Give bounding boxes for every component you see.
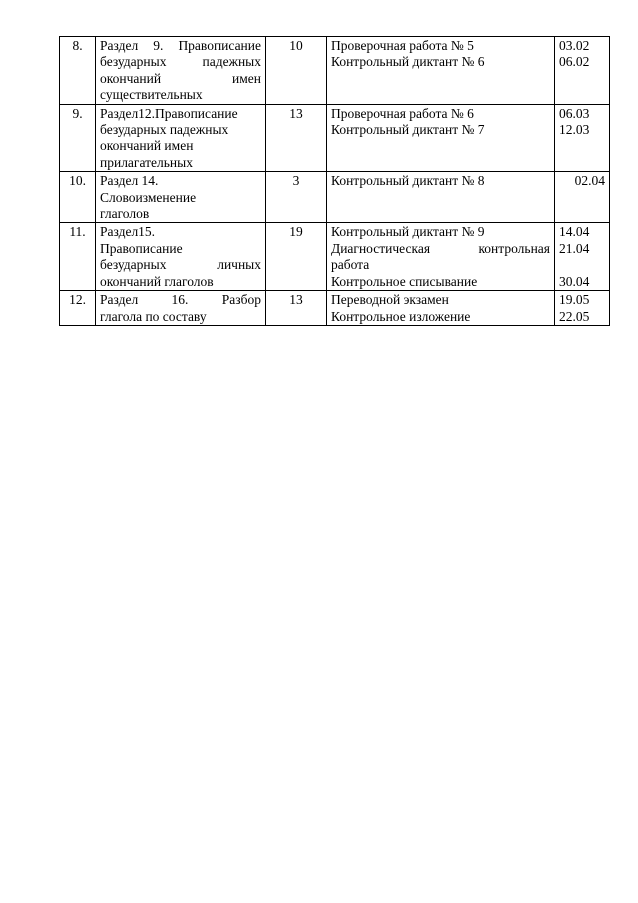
- date-item: 12.03: [559, 122, 590, 138]
- date-item: 14.04: [559, 224, 590, 240]
- work-item: Контрольный диктант № 7: [331, 122, 485, 138]
- topic-line: глагола по составу: [100, 308, 207, 324]
- date-item: 03.02: [559, 38, 590, 53]
- date-item: 02.04: [574, 173, 605, 189]
- topic-line: Раздел12.Правописание: [100, 105, 238, 121]
- work-dates: [555, 291, 610, 326]
- topic-line: существительных: [100, 87, 203, 103]
- hours-count: 13: [266, 104, 327, 172]
- date-item: 30.04: [559, 273, 590, 289]
- section-topic: [96, 223, 266, 291]
- work-item: Контрольное изложение: [331, 308, 471, 324]
- work-item: Контрольный диктант № 6: [331, 54, 485, 70]
- row-number: 9.: [60, 104, 96, 172]
- control-works: [327, 37, 555, 105]
- topic-line: Раздел 16. Разбор: [100, 292, 261, 308]
- topic-line: Раздел 9. Правописание: [100, 38, 261, 53]
- date-item: 06.03: [559, 105, 590, 121]
- date-item: 19.05: [559, 292, 590, 308]
- table-row: [60, 291, 610, 326]
- section-topic: [96, 172, 266, 223]
- lesson-plan-table: [59, 36, 610, 326]
- topic-line: безударных личных: [100, 257, 261, 273]
- work-item: Переводной экзамен: [331, 292, 449, 308]
- date-item: 06.02: [559, 54, 590, 70]
- row-number: 11.: [60, 223, 96, 291]
- hours-count: 13: [266, 291, 327, 326]
- topic-line: окончаний имен: [100, 138, 194, 154]
- work-item: Проверочная работа № 6: [331, 105, 474, 121]
- control-works: [327, 291, 555, 326]
- work-item: Диагностическая контрольная: [331, 240, 550, 256]
- table-row: [60, 172, 610, 223]
- work-item: Контрольный диктант № 9: [331, 224, 485, 240]
- topic-line: Правописание: [100, 240, 183, 256]
- topic-line: Словоизменение: [100, 189, 197, 205]
- topic-line: окончаний глаголов: [100, 273, 214, 289]
- date-item: 22.05: [559, 308, 590, 324]
- hours-count: 10: [266, 37, 327, 105]
- table-row: [60, 37, 610, 105]
- work-item: Контрольный диктант № 8: [331, 173, 485, 189]
- work-item: работа: [331, 257, 370, 273]
- work-dates: [555, 104, 610, 172]
- table-row: [60, 223, 610, 291]
- row-number: 8.: [60, 37, 96, 105]
- topic-line: безударных падежных: [100, 54, 261, 70]
- topic-line: Раздел 14.: [100, 173, 159, 189]
- topic-line: глаголов: [100, 206, 150, 222]
- work-dates: [555, 37, 610, 105]
- hours-count: 3: [266, 172, 327, 223]
- topic-line: безударных падежных: [100, 122, 229, 138]
- control-works: [327, 104, 555, 172]
- topic-line: Раздел15.: [100, 224, 156, 240]
- section-topic: [96, 37, 266, 105]
- work-dates: [555, 172, 610, 223]
- topic-line: окончаний имен: [100, 70, 261, 86]
- section-topic: [96, 104, 266, 172]
- control-works: [327, 223, 555, 291]
- work-item: Контрольное списывание: [331, 273, 478, 289]
- table-row: [60, 104, 610, 172]
- work-dates: [555, 223, 610, 291]
- row-number: 12.: [60, 291, 96, 326]
- work-item: Проверочная работа № 5: [331, 38, 474, 53]
- date-item: 21.04: [559, 240, 590, 256]
- row-number: 10.: [60, 172, 96, 223]
- topic-line: прилагательных: [100, 154, 193, 170]
- hours-count: 19: [266, 223, 327, 291]
- date-gap: [559, 257, 605, 273]
- section-topic: [96, 291, 266, 326]
- control-works: [327, 172, 555, 223]
